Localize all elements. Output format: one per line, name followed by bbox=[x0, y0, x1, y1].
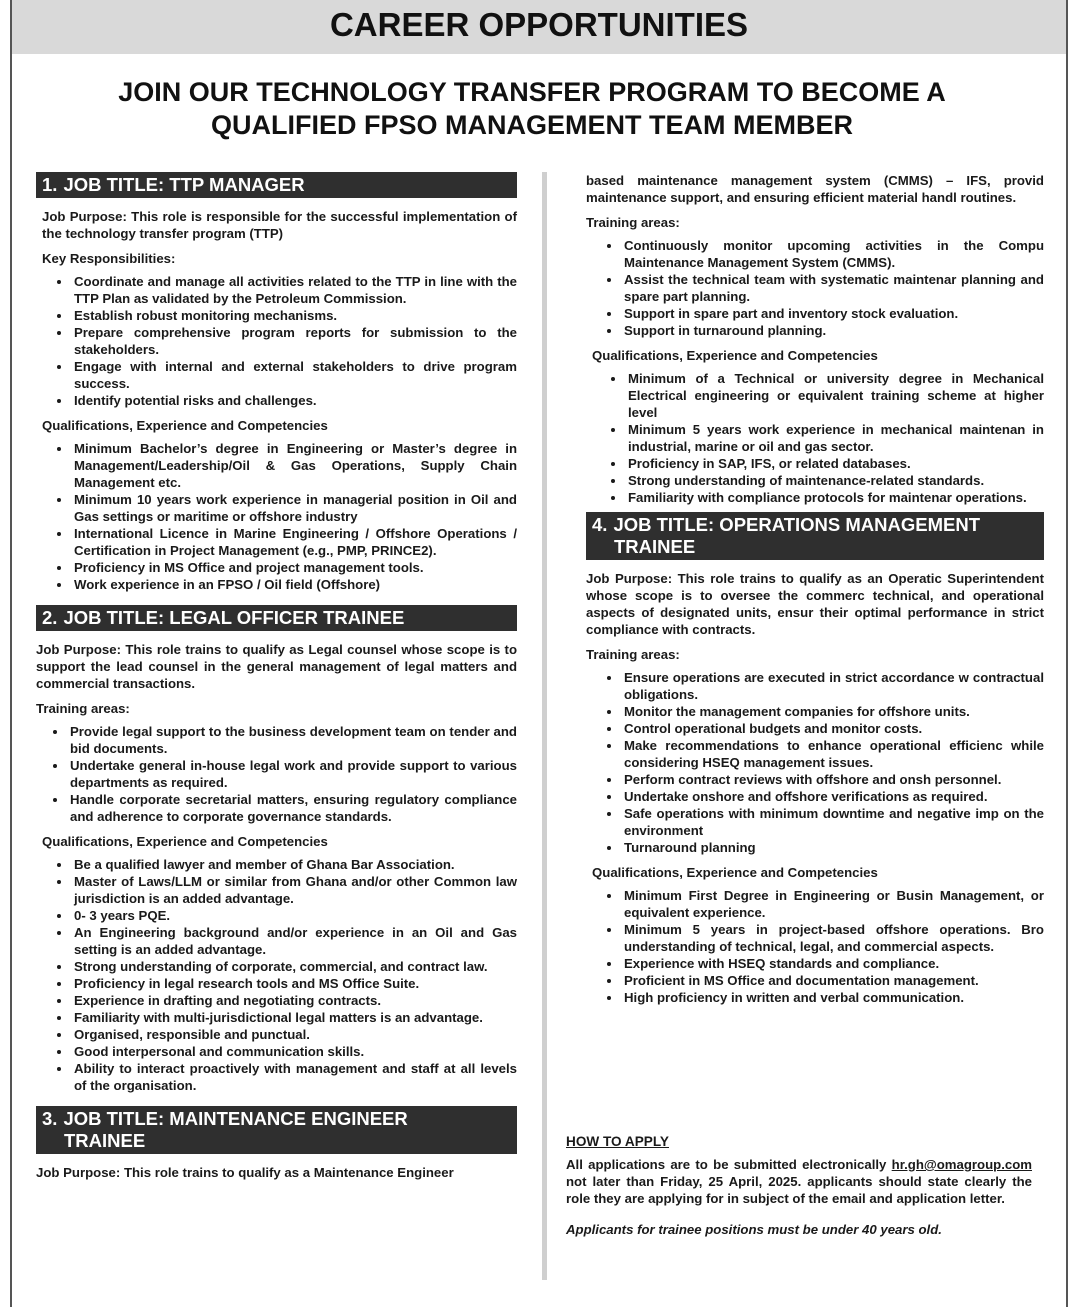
job3-purpose-continued: based maintenance management system (CMMS) – IFS, provid maintenance support, and ensuring efficient material handl routines. bbox=[586, 173, 1044, 205]
apply-text-start: All applications are to be submitted electronically bbox=[566, 1157, 887, 1172]
job2-qual-list bbox=[36, 856, 517, 1094]
list-item: • Experience with HSEQ standards and compliance. bbox=[622, 955, 1044, 972]
list-item: • Identify potential risks and challenges. bbox=[72, 392, 517, 409]
list-item: • Experience in drafting and negotiating contracts. bbox=[72, 992, 517, 1009]
list-item: • Engage with internal and external stakeholders to drive program success. bbox=[72, 358, 517, 392]
job3-training-list bbox=[586, 237, 1044, 339]
list-item: • Coordinate and manage all activities related to the TTP in line with the TTP Plan as validated by the Petroleum Commission. bbox=[72, 273, 517, 307]
job4-title-line-2: TRAINEE bbox=[614, 536, 696, 557]
list-item: • Undertake onshore and offshore verifications as required. bbox=[622, 788, 1044, 805]
how-to-apply bbox=[566, 1133, 1032, 1238]
list-item: • Work experience in an FPSO / Oil field (Offshore) bbox=[72, 576, 517, 593]
list-item: • Proficiency in MS Office and project management tools. bbox=[72, 559, 517, 576]
list-item: • 0- 3 years PQE. bbox=[72, 907, 517, 924]
job2-training-list bbox=[36, 723, 517, 825]
list-item: • Proficiency in legal research tools and MS Office Suite. bbox=[72, 975, 517, 992]
apply-email-link[interactable]: hr.gh@omagroup.com bbox=[891, 1157, 1032, 1172]
list-item: • Handle corporate secretarial matters, ensuring regulatory compliance and adherence to corporate governance standards. bbox=[68, 791, 517, 825]
job2-purpose-label: Job Purpose: bbox=[36, 642, 121, 657]
list-item: • Support in spare part and inventory stock evaluation. bbox=[622, 305, 1044, 322]
job1-resp-list bbox=[36, 273, 517, 409]
list-item: • Support in turnaround planning. bbox=[622, 322, 1044, 339]
job1-purpose-text: This role is responsible for the successful implementation of the technology transfer program (TTP) bbox=[42, 209, 517, 241]
list-item: • Make recommendations to enhance operational efficienc while considering HSEQ management issues. bbox=[622, 737, 1044, 771]
list-item: • Monitor the management companies for offshore units. bbox=[622, 703, 1044, 720]
list-item: • Strong understanding of corporate, commercial, and contract law. bbox=[72, 958, 517, 975]
list-item: • Master of Laws/LLM or similar from Ghana and/or other Common law jurisdiction is an added advantage. bbox=[72, 873, 517, 907]
headline-line-1: JOIN OUR TECHNOLOGY TRANSFER PROGRAM TO BECOME A bbox=[118, 77, 946, 107]
list-item: • Be a qualified lawyer and member of Ghana Bar Association. bbox=[72, 856, 517, 873]
list-item: • Minimum of a Technical or university degree in Mechanical Electrical engineering or equivalent training scheme at higher level bbox=[626, 370, 1044, 421]
job3-qual-list bbox=[586, 370, 1044, 506]
list-item: • Minimum Bachelor’s degree in Engineering or Master’s degree in Management/Leadership/Oil & Gas Operations, Supply Chain Management etc. bbox=[72, 440, 517, 491]
list-item: • International Licence in Marine Engineering / Offshore Operations / Certification in Project Management (e.g., PMP, PRINCE2). bbox=[72, 525, 517, 559]
list-item: • Assist the technical team with systematic maintenar planning and spare part planning. bbox=[622, 271, 1044, 305]
apply-heading: HOW TO APPLY bbox=[566, 1134, 669, 1149]
job4-purpose bbox=[586, 570, 1044, 638]
job1-qual-heading: Qualifications, Experience and Competencies bbox=[42, 418, 328, 433]
list-item: • Minimum 5 years in project-based offshore operations. Bro understanding of technical, legal, and commercial aspects. bbox=[622, 921, 1044, 955]
banner-title: CAREER OPPORTUNITIES bbox=[12, 0, 1066, 54]
list-item: • Provide legal support to the business development team on tender and bid documents. bbox=[68, 723, 517, 757]
job2-purpose bbox=[36, 641, 517, 692]
job1-title-bar bbox=[36, 172, 517, 198]
list-item: • Minimum 5 years work experience in mechanical maintenan in industrial, marine or oil and gas sector. bbox=[626, 421, 1044, 455]
job3-number: 3. bbox=[42, 1108, 58, 1129]
list-item: • Perform contract reviews with offshore and onsh personnel. bbox=[622, 771, 1044, 788]
job2-number: 2. bbox=[42, 607, 58, 628]
list-item: • Good interpersonal and communication skills. bbox=[72, 1043, 517, 1060]
job4-title-bar bbox=[586, 512, 1044, 560]
job1-number: 1. bbox=[42, 174, 58, 195]
job4-qual-list bbox=[586, 887, 1044, 1006]
job3-qual-heading: Qualifications, Experience and Competencies bbox=[592, 348, 878, 363]
list-item: • Strong understanding of maintenance-related standards. bbox=[626, 472, 1044, 489]
job3-training-heading: Training areas: bbox=[586, 215, 680, 230]
list-item: • Establish robust monitoring mechanisms. bbox=[72, 307, 517, 324]
job1-resp-heading: Key Responsibilities: bbox=[42, 251, 176, 266]
list-item: • Undertake general in-house legal work and provide support to various departments as required. bbox=[68, 757, 517, 791]
job2-title: JOB TITLE: LEGAL OFFICER TRAINEE bbox=[63, 607, 405, 628]
job1-title: JOB TITLE: TTP MANAGER bbox=[63, 174, 305, 195]
list-item: • Proficiency in SAP, IFS, or related databases. bbox=[626, 455, 1044, 472]
age-note: Applicants for trainee positions must be under 40 years old. bbox=[566, 1222, 942, 1237]
right-column bbox=[586, 172, 1044, 1010]
apply-text-end: not later than Friday, 25 April, 2025. applicants should state clearly the role they are applying for in subject of the email and application letter. bbox=[566, 1174, 1032, 1206]
list-item: • An Engineering background and/or experience in an Oil and Gas setting is an added advantage. bbox=[72, 924, 517, 958]
list-item: • Control operational budgets and monitor costs. bbox=[622, 720, 1044, 737]
left-column bbox=[36, 172, 517, 1187]
job3-purpose-text: This role trains to qualify as a Maintenance Engineer bbox=[123, 1165, 454, 1180]
list-item: • Minimum First Degree in Engineering or Busin Management, or equivalent experience. bbox=[622, 887, 1044, 921]
job2-title-bar bbox=[36, 605, 517, 631]
job3-title-line-2: TRAINEE bbox=[64, 1130, 146, 1151]
list-item: • Minimum 10 years work experience in managerial position in Oil and Gas settings or maritime or offshore industry bbox=[72, 491, 517, 525]
job4-training-list bbox=[586, 669, 1044, 856]
list-item: • Ensure operations are executed in strict accordance w contractual obligations. bbox=[622, 669, 1044, 703]
list-item: • Organised, responsible and punctual. bbox=[72, 1026, 517, 1043]
list-item: • Proficient in MS Office and documentation management. bbox=[622, 972, 1044, 989]
advert-page bbox=[10, 0, 1068, 1307]
column-divider bbox=[542, 172, 547, 1280]
job1-qual-list bbox=[36, 440, 517, 593]
list-item: • High proficiency in written and verbal communication. bbox=[622, 989, 1044, 1006]
list-item: • Familiarity with multi-jurisdictional legal matters is an advantage. bbox=[72, 1009, 517, 1026]
apply-text bbox=[566, 1156, 1032, 1207]
list-item: • Ability to interact proactively with management and staff at all levels of the organisation. bbox=[72, 1060, 517, 1094]
job4-training-heading: Training areas: bbox=[586, 647, 680, 662]
list-item: • Safe operations with minimum downtime and negative imp on the environment bbox=[622, 805, 1044, 839]
job1-purpose-label: Job Purpose: bbox=[42, 209, 127, 224]
job1-purpose bbox=[42, 208, 517, 242]
job4-purpose-label: Job Purpose: bbox=[586, 571, 673, 586]
job4-purpose-text: This role trains to qualify as an Operatic Superintendent whose scope is to oversee the commerc technical, and operational aspects of designated units, ensur their optimal performance in strict compliance with contracts. bbox=[586, 571, 1044, 637]
job3-title-line-1: JOB TITLE: MAINTENANCE ENGINEER bbox=[63, 1108, 408, 1129]
list-item: • Continuously monitor upcoming activities in the Compu Maintenance Management System (CMMS). bbox=[622, 237, 1044, 271]
job2-training-heading: Training areas: bbox=[36, 701, 130, 716]
list-item: • Prepare comprehensive program reports for submission to the stakeholders. bbox=[72, 324, 517, 358]
job3-purpose-label: Job Purpose: bbox=[36, 1165, 121, 1180]
job3-title-bar bbox=[36, 1106, 517, 1154]
job2-purpose-text: This role trains to qualify as Legal counsel whose scope is to support the lead counsel in the general management of legal matters and commercial transactions. bbox=[36, 642, 518, 691]
job4-qual-heading: Qualifications, Experience and Competencies bbox=[592, 865, 878, 880]
headline bbox=[52, 76, 1012, 142]
job4-title-line-1: JOB TITLE: OPERATIONS MANAGEMENT bbox=[613, 514, 981, 535]
list-item: • Turnaround planning bbox=[622, 839, 1044, 856]
headline-line-2: QUALIFIED FPSO MANAGEMENT TEAM MEMBER bbox=[211, 110, 853, 140]
job3-purpose bbox=[36, 1164, 517, 1181]
list-item: • Familiarity with compliance protocols for maintenar operations. bbox=[626, 489, 1044, 506]
job2-qual-heading: Qualifications, Experience and Competencies bbox=[42, 834, 328, 849]
job4-number: 4. bbox=[592, 514, 608, 535]
